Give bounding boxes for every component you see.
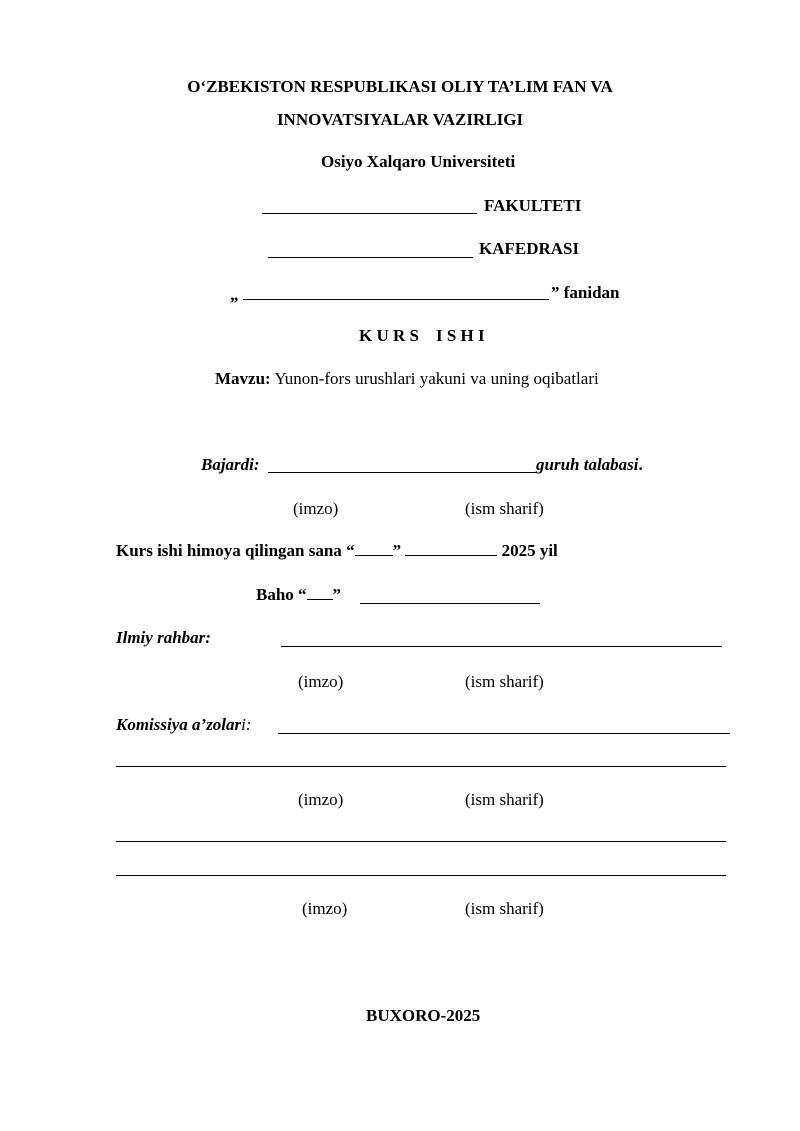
commission-blank-4 — [116, 875, 726, 876]
supervisor-label: Ilmiy rahbar: — [116, 628, 211, 647]
subject-open-quote: „ — [230, 285, 239, 304]
grade-words-blank — [360, 603, 540, 604]
defense-close-quote: ” — [392, 541, 402, 560]
commission-blank-2 — [116, 766, 726, 767]
grade-value-blank — [307, 585, 333, 600]
performed-blank — [268, 472, 536, 473]
ministry-line-1: O‘ZBEKISTON RESPUBLIKASI OLIY TA’LIM FAN VA — [187, 77, 613, 96]
department-label: KAFEDRASI — [479, 239, 580, 258]
subject-label: ” fanidan — [551, 283, 620, 302]
defense-month-blank — [405, 541, 497, 556]
document-title: K U R S I S H I — [359, 326, 485, 345]
topic-line — [215, 368, 599, 390]
grade-line — [256, 584, 341, 606]
commission-label: Komissiya a’zolar — [116, 715, 242, 734]
signature-label-3: (imzo) — [298, 790, 344, 809]
commission-line — [116, 714, 252, 736]
full-name-label-2: (ism sharif) — [465, 672, 544, 691]
full-name-label-1: (ism sharif) — [465, 499, 544, 518]
defense-open-quote: “ — [346, 541, 355, 560]
signature-label-2: (imzo) — [298, 672, 344, 691]
grade-open-quote: “ — [298, 585, 307, 604]
performed-period: . — [638, 455, 643, 474]
ministry-line-2: INNOVATSIYALAR VAZIRLIGI — [276, 110, 524, 129]
defense-label: Kurs ishi himoya qilingan sana — [116, 541, 342, 560]
supervisor-blank — [281, 646, 722, 647]
topic-value: Yunon-fors urushlari yakuni va uning oqibatlari — [274, 369, 599, 388]
grade-close-quote: ” — [332, 585, 342, 604]
performed-suffix: guruh talabasi — [536, 455, 639, 474]
faculty-blank — [262, 213, 477, 214]
subject-blank — [243, 299, 549, 300]
topic-label: Mavzu: — [215, 369, 271, 388]
department-blank — [268, 257, 473, 258]
signature-label-1: (imzo) — [293, 499, 339, 518]
commission-blank-1 — [278, 733, 730, 734]
university-name: Osiyo Xalqaro Universiteti — [321, 152, 516, 171]
faculty-label: FAKULTETI — [484, 196, 582, 215]
full-name-label-4: (ism sharif) — [465, 899, 544, 918]
grade-label: Baho — [256, 585, 294, 604]
signature-label-4: (imzo) — [302, 899, 348, 918]
footer-city-year: BUXORO-2025 — [366, 1006, 481, 1025]
defense-line — [116, 540, 558, 562]
defense-year: 2025 yil — [501, 541, 558, 560]
performed-label: Bajardi: — [201, 455, 260, 474]
commission-suffix: i: — [241, 715, 252, 734]
full-name-label-3: (ism sharif) — [465, 790, 544, 809]
commission-blank-3 — [116, 841, 726, 842]
defense-day-blank — [355, 541, 393, 556]
performed-suffix-line — [536, 454, 643, 476]
